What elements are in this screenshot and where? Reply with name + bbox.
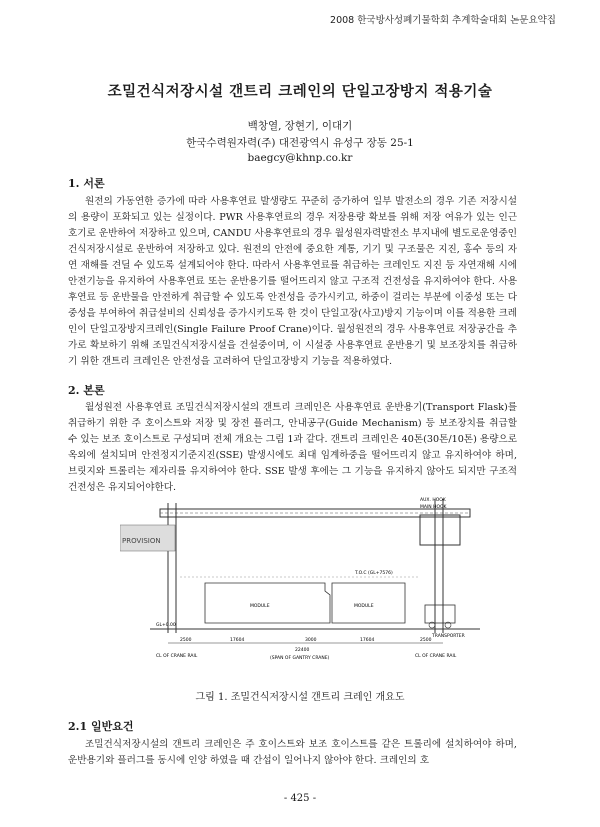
module-label-1: MODULE — [250, 604, 270, 609]
module-label-2: MODULE — [354, 604, 374, 609]
dim-right: 2500 — [420, 638, 432, 643]
dim-mid1: 17604 — [230, 638, 245, 643]
subsection-heading: 2.1 일반요건 — [68, 720, 134, 733]
main-hook-label: MAIN HOOK — [420, 505, 447, 510]
provision-label: PROVISION — [122, 537, 161, 545]
crane-rail-left: CL OF CRANE RAIL — [156, 654, 198, 659]
dim-mid3: 17604 — [360, 638, 375, 643]
paper-title: 조밀건식저장시설 갠트리 크레인의 단일고장방지 적용기술 — [107, 83, 493, 100]
page-number: - 425 - — [283, 793, 317, 804]
body-heading: 2. 본론 — [68, 384, 105, 397]
gl-label: GL+0.00 — [156, 623, 176, 628]
authors: 백창열, 장현기, 이대기 — [247, 120, 353, 132]
dim-span: 22400 — [295, 648, 310, 653]
email[interactable]: baegcy@khnp.co.kr — [247, 152, 353, 164]
affiliation: 한국수력원자력(주) 대전광역시 유성구 장동 25-1 — [186, 137, 414, 149]
subsection-paragraph: 조밀건식저장시설의 갠트리 크레인은 주 호이스트와 보조 호이스트를 같은 트롤리에 설치하여야 하며, 운반용기와 플러그를 동시에 인양 하였을 때 간섭이 일어나지 않아야 한다. 크레인의 호 — [68, 739, 517, 766]
toc-label: T.O.C (GL+7576) — [355, 571, 393, 576]
transporter-label: TRANSPORTER — [432, 634, 465, 639]
gantry-crane-figure — [120, 495, 490, 665]
conference-header: 2008 한국방사성폐기물학회 추계학술대회 논문요약집 — [330, 15, 556, 26]
intro-heading: 1. 서론 — [68, 177, 105, 190]
dim-left: 2500 — [180, 638, 192, 643]
intro-paragraph: 원전의 가동연한 증가에 따라 사용후연료 발생량도 꾸준히 증가하여 일부 발전소의 경우 기존 저장시설의 용량이 포화되고 있는 실정이다. PWR 사용후연료의 경우 저장용량 확보를 위해 저장 여유가 있는 인근 호기로 운반하여 저장하고 있으며, CANDU 사용후연료의 경우 월성원자력발전소 부지내에 별도로운영중인 건식저장시설로 운반하여 저장하고 있다. 원전의 안전에 중요한 계통, 기기 및 구조물은 지진, 홍수 등의 자연 재해를 견딜 수 있도록 설계되어야 한다. 따라서 사용후연료를 취급하는 크레인도 지진 등 자연재해 시에 안전기능을 유지하여 사용후연료 또는 운반용기를 떨어뜨리지 않고 구조적 건전성을 유지하여야 한다. 사용후연료 등 운반물을 안전하게 취급할 수 있도록 안전성을 증가시키고, 하중이 걸리는 부분에 이중성 또는 다중성을 부여하여 취급설비의 신뢰성을 증가시키도록 한 것이 단일고장(사고)방지 기능이며 이를 적용한 크레인이 단일고장방지크레인(Single Failure Proof Crane)이다. 월성원전의 경우 사용후연료 저장공간을 추가로 확보하기 위해 조밀건식저장시설을 건설중이며, 이 시설중 사용후연료 운반용기 및 보조장치를 취급하기 위한 갠트리 크레인은 안전성을 고려하여 단일고장방지 기능을 적용하였다. — [68, 196, 517, 367]
figure-caption: 그림 1. 조밀건식저장시설 갠트리 크레인 개요도 — [195, 692, 405, 703]
dim-mid4: 3000 — [305, 638, 317, 643]
span-label: (SPAN OF GANTRY CRANE) — [270, 656, 330, 661]
aux-hook-label: AUX. HOOK — [420, 498, 446, 503]
crane-rail-right: CL OF CRANE RAIL — [415, 654, 457, 659]
body-paragraph: 월성원전 사용후연료 조밀건식저장시설의 갠트리 크레인은 사용후연료 운반용기(Transport Flask)를 취급하기 위한 주 호이스트와 저장 및 장전 플러그, 안내공구(Guide Mechanism) 등 보조장치를 취급할 수 있는 보조 호이스트로 구성되며 전체 개요는 그림 1과 같다. 갠트리 크레인은 40톤(30톤/10톤) 용량으로 옥외에 설치되며 안전정지기준지진(SSE) 발생시에도 최대 임계하중을 떨어뜨리지 않고 유지하여야 하며, 브릿지와 트롤리는 제자리를 유지하여야 한다. SSE 발생 후에는 그 기능을 유지하지 않아도 되지만 구조적 건전성은 유지되어야한다. — [68, 402, 517, 493]
